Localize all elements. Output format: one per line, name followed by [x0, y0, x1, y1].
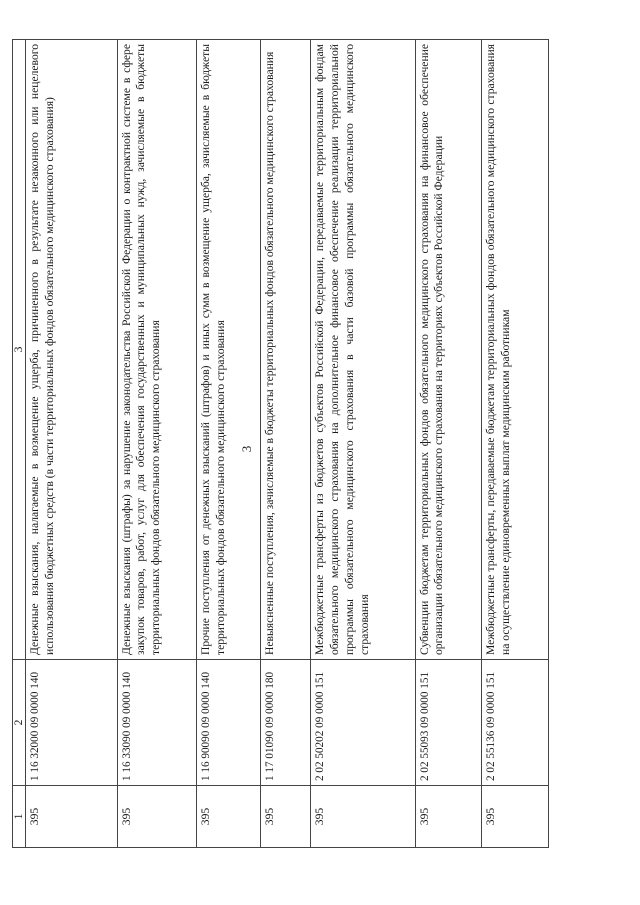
income-description: Прочие поступления от денежных взысканий (штрафов) и иных сумм в возмещение ущерба, зачисляемые в бюджеты территориальных фондов обязательного медицинского страхования	[196, 40, 261, 660]
admin-code: 395	[117, 786, 196, 848]
admin-code: 395	[482, 786, 549, 848]
header-col-2: 2	[13, 660, 26, 786]
budget-codes-table	[12, 39, 549, 848]
admin-code: 395	[196, 786, 261, 848]
budget-code: 2 02 55093 09 0000 151	[415, 660, 482, 786]
table-row	[482, 40, 549, 848]
header-col-3: 3	[13, 40, 26, 660]
income-description: Межбюджетные трансферты из бюджетов субъектов Российской Федерации, передаваемые территориальным фондам обязательного медицинского страхования на дополнительное финансовое обеспечение реализации территориальной программы обязательного медицинского страхования в части базовой программы обязательного медицинского страхования	[311, 40, 415, 660]
budget-code: 1 16 33090 09 0000 140	[117, 660, 196, 786]
income-description: Денежные взыскания, налагаемые в возмещение ущерба, причиненного в результате незаконного или нецелевого использования бюджетных средств (в части территориальных фондов обязательного медицинского страхования)	[26, 40, 118, 660]
table-row	[311, 40, 415, 848]
header-col-1: 1	[13, 786, 26, 848]
admin-code: 395	[26, 786, 118, 848]
table-header-row	[13, 40, 26, 848]
income-description: Невыясненные поступления, зачисляемые в бюджеты территориальных фондов обязательного медицинского страхования	[261, 40, 311, 660]
admin-code: 395	[415, 786, 482, 848]
budget-code: 1 16 32000 09 0000 140	[26, 660, 118, 786]
table-row	[26, 40, 118, 848]
table-row	[415, 40, 482, 848]
rotated-page	[12, 40, 549, 848]
table-row	[117, 40, 196, 848]
admin-code: 395	[311, 786, 415, 848]
admin-code: 395	[261, 786, 311, 848]
income-description: Межбюджетные трансферты, передаваемые бюджетам территориальных фондов обязательного медицинского страхования на осуществление единовременных выплат медицинским работникам	[482, 40, 549, 660]
table-row	[196, 40, 261, 848]
budget-code: 1 17 01090 09 0000 180	[261, 660, 311, 786]
income-description: Денежные взыскания (штрафы) за нарушение законодательства Российской Федерации о контрактной системе в сфере закупок товаров, работ, услуг для обеспечения государственных и муниципальных нужд, зачисляемые в бюджеты территориальных фондов обязательного медицинского страхования	[117, 40, 196, 660]
budget-code: 2 02 50202 09 0000 151	[311, 660, 415, 786]
budget-code: 1 16 90090 09 0000 140	[196, 660, 261, 786]
table-row	[261, 40, 311, 848]
page-number: 3	[239, 445, 254, 453]
budget-code: 2 02 55136 09 0000 151	[482, 660, 549, 786]
income-description: Субвенции бюджетам территориальных фондов обязательного медицинского страхования на финансовое обеспечение организации обязательного медицинского страхования на территориях субъектов Российской Федерации	[415, 40, 482, 660]
